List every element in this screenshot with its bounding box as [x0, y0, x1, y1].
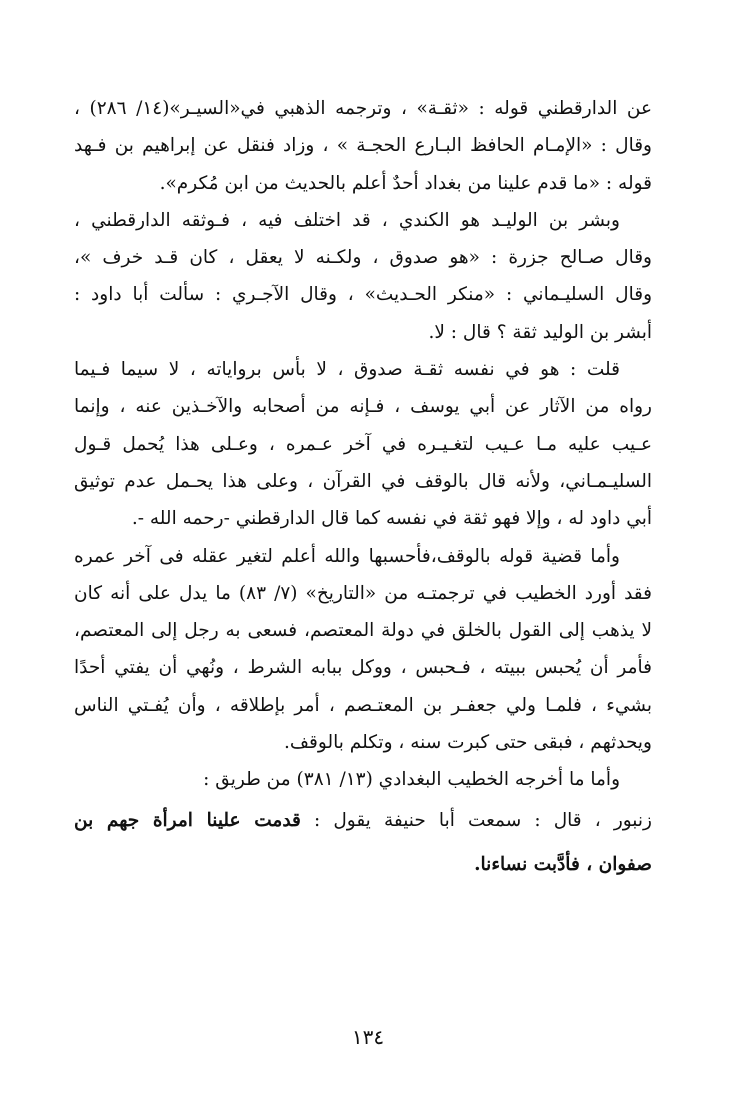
text-line: قلت : هو في نفسه ثقـة صدوق ، لا بأس برواياته ، لا سيما فـيما: [74, 359, 620, 381]
text-line: أبي داود له ، وإلا فهو ثقة في نفسه كما قال الدارقطني -رحمه الله -.: [131, 508, 652, 530]
text-line: فأمر أن يُحبس ببيته ، فـحبس ، ووكل ببابه الشرط ، ونُهي أن يفتي أحدًا: [74, 657, 652, 679]
text-line: عـيب عليه مـا عـيب لتغـيـره في آخر عـمره ، وعـلى هذا يُحمل قـول: [74, 433, 652, 455]
paragraph-1: [74, 90, 652, 202]
bold-quote: قدمت علينا امرأة جهم بن: [74, 809, 301, 831]
text-line: السليـمـاني، ولأنه قال بالوقف في القرآن ، وعلى هذا يحـمل عدم توثيق: [74, 470, 652, 492]
text-line: بشيء ، فلمـا ولي جعفـر بن المعتـصم ، أمر بإطلاقه ، وأن يُفـتي الناس: [74, 694, 652, 716]
text-line: وبشر بن الوليـد هو الكندي ، قد اختلف فيه ، فـوثقه الدارقطني ،: [74, 209, 620, 231]
narration-chain: زنبور ، قال : سمعت أبا حنيفة يقول :: [300, 809, 652, 831]
text-line: وقال صـالح جزرة : «هو صدوق ، ولكـنه لا يعقل ، كان قـد خرف »،: [74, 247, 652, 269]
text-line: قوله : «ما قدم علينا من بغداد أحدٌ أعلم بالحديث من ابن مُكرم».: [159, 172, 652, 194]
text-line: لا يذهب إلى القول بالخلق في دولة المعتصم، فسعى به رجل إلى المعتصم،: [74, 620, 652, 642]
page-body: [74, 90, 652, 887]
text-line: رواه من الآثار عن أبي يوسف ، فـإنه من أصحابه والآخـذين عنه ، وإنما: [74, 396, 652, 418]
text-line: وقال : «الإمـام الحافظ البـارع الحجـة » ، وزاد فنقل عن إبراهيم بن فـهد: [74, 135, 652, 157]
text-line: أبشر بن الوليد ثقة ؟ قال : لا.: [428, 321, 652, 343]
quoted-narration: [74, 799, 652, 887]
paragraph-4: [74, 538, 652, 762]
text-line: وأما قضية قوله بالوقف،فأحسبها والله أعلم لتغير عقله فى آخر عمره: [74, 545, 620, 567]
text-line: فقد أورد الخطيب في ترجمتـه من «التاريخ» (٧/ ٨٣) ما يدل على أنه كان: [74, 582, 652, 604]
paragraph-2: [74, 202, 652, 351]
text-line: ويحدثهم ، فبقى حتى كبرت سنه ، وتكلم بالوقف.: [284, 732, 652, 754]
text-line: عن الدارقطني قوله : «ثقـة» ، وترجمه الذهبي في«السيـر»(١٤/ ٢٨٦) ،: [74, 98, 652, 119]
paragraph-3: [74, 351, 652, 537]
paragraph-5: [74, 761, 652, 798]
text-line: وأما ما أخرجه الخطيب البغدادي (١٣/ ٣٨١) من طريق :: [203, 769, 620, 791]
text-line: وقال السليـماني : «منكر الحـديث» ، وقال الآجـري : سألت أبا داود :: [74, 284, 652, 306]
text-line: [74, 799, 652, 843]
bold-quote-line: صفوان ، فأدَّبت نساءنا.: [474, 853, 652, 875]
page-number: ١٣٤: [351, 1025, 385, 1049]
